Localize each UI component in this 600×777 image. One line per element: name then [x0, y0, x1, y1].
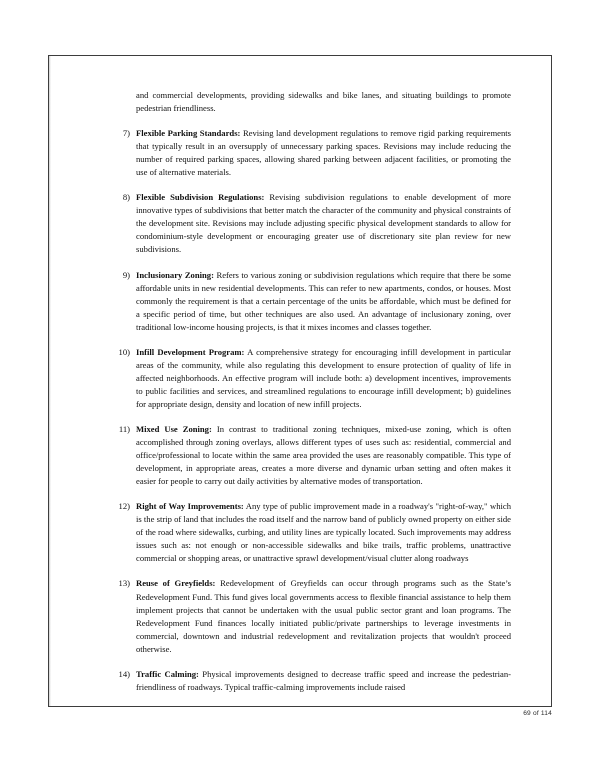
- list-item: [112, 668, 511, 694]
- list-item-marker: 8): [122, 192, 130, 203]
- list-item: [112, 346, 511, 411]
- numbered-definition-list: [112, 127, 511, 694]
- list-item-body: Revising land development regulations to remove rigid parking requirements that typically result in an oversupply of unnecessary parking spaces. Revisions may include reducing the number of required parking spaces, allowing shared parking between adjacent facilities, or promoting the use of alternative materials.: [136, 128, 511, 178]
- list-item: [112, 269, 511, 334]
- list-item-marker: 12): [118, 501, 130, 512]
- list-item-title: Traffic Calming:: [136, 668, 199, 679]
- list-item: [112, 423, 511, 488]
- list-item-title: Right of Way Improvements:: [136, 501, 244, 512]
- list-item-body: Physical improvements designed to decrease traffic speed and increase the pedestrian-friendliness of roadways. Typical traffic-calming improvements include raised: [136, 668, 511, 692]
- list-item: [112, 500, 511, 565]
- page-footer: 69 of 114: [523, 710, 552, 717]
- list-item: [112, 191, 511, 256]
- list-item: [112, 127, 511, 179]
- list-item-title: Flexible Parking Standards:: [136, 128, 241, 139]
- list-item-body: Any type of public improvement made in a roadway's "right-of-way," which is the strip of land that includes the road itself and the narrow band of publicly owned property on either side of the road where sidewalks, curbing, and utility lines are typically located. Such improvements may address issues such as: not enough or non-accessible sidewalks and bike trails, traffic problems, unattractive commercial or shopping areas, or unattractive sprawl development/visual clutter along roadways: [136, 501, 511, 564]
- list-item-marker: 10): [118, 346, 130, 357]
- list-item-title: Infill Development Program:: [136, 346, 245, 357]
- list-item-marker: 13): [118, 578, 130, 589]
- list-item-body: Revising subdivision regulations to enable development of more innovative types of subdivisions that better match the character of the community and physical constraints of the development site. Revisions may include adjusting specific physical development standards to allow for condominium-style development or encouraging greater use of discretionary site plan review for new subdivisions.: [136, 192, 511, 255]
- list-item: [112, 577, 511, 655]
- list-item-body: In contrast to traditional zoning techniques, mixed-use zoning, which is often accomplished through zoning overlays, allows different types of uses such as: residential, commercial and office/professional to locate within the same area provided the uses are reasonably compatible. This type of development, in appropriate areas, creates a more diverse and dynamic urban setting and often makes it easier for people to carry out daily activities by alternative modes of transportation.: [136, 423, 512, 487]
- page-text-column: [112, 89, 511, 694]
- document-page: [48, 55, 552, 707]
- list-item-marker: 11): [118, 423, 130, 434]
- list-item-title: Mixed Use Zoning:: [136, 423, 212, 434]
- list-item-body: A comprehensive strategy for encouraging infill development in particular areas of the community, while also regulating this development to ensure protection of quality of life in affected neighborhoods. An effective program will include both: a) development incentives, improvements to public facilities and services, and streamlined regulations to encourage infill development; b) guidelines for appropriate design, density and location of new infill projects.: [136, 346, 511, 409]
- list-item-body: Redevelopment of Greyfields can occur through programs such as the State’s Redevelopment Fund. This fund gives local governments access to flexible financial assistance to help them implement projects that cannot be undertaken with the usual public sector grant and loan programs. The Redevelopment Fund finances locally initiated public/private partnerships to leverage investments in commercial, downtown and industrial redevelopment and revitalization projects that wouldn't proceed otherwise.: [136, 578, 511, 654]
- list-item-title: Flexible Subdivision Regulations:: [136, 192, 265, 203]
- list-item-marker: 7): [122, 128, 130, 139]
- list-item-marker: 14): [118, 668, 130, 679]
- list-item-body: Refers to various zoning or subdivision regulations which require that there be some affordable units in new residential developments. This can refer to new apartments, condos, or houses. Most commonly the requirement is that a certain percentage of the units be affordable, which must be defined for a specific period of time, but other techniques are also used. An advantage of inclusionary zoning, over traditional low-income housing projects, is that it mixes incomes and classes together.: [136, 269, 511, 332]
- continuation-paragraph: and commercial developments, providing sidewalks and bike lanes, and situating buildings to promote pedestrian friendliness.: [136, 90, 511, 114]
- list-item-title: Reuse of Greyfields:: [136, 578, 216, 589]
- list-item-title: Inclusionary Zoning:: [136, 269, 214, 280]
- list-item-marker: 9): [122, 269, 130, 280]
